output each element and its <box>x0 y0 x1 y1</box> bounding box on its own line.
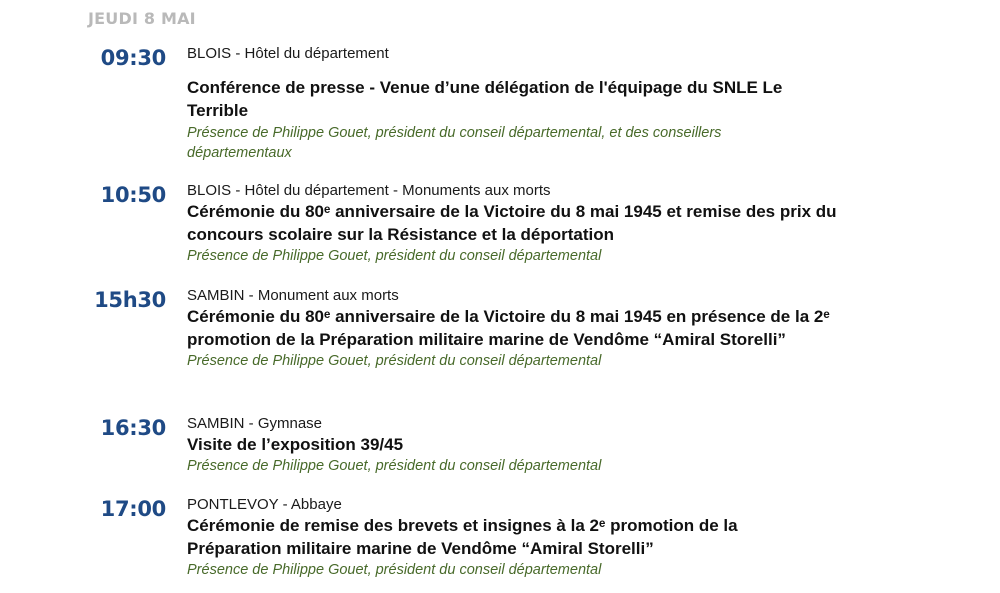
event-title: Cérémonie de remise des brevets et insignes à la 2ᵉ promotion de la Préparation militaire marine de Vendôme “Amiral Storelli” <box>187 516 738 558</box>
event-location: SAMBIN - Gymnase <box>187 415 323 432</box>
event-location: SAMBIN - Monument aux morts <box>187 287 399 304</box>
day-header: JEUDI 8 MAI <box>88 9 196 28</box>
event-title: Conférence de presse - Venue d’une délégation de l'équipage du SNLE Le Terrible <box>187 78 783 120</box>
event-title: Cérémonie du 80ᵉ anniversaire de la Victoire du 8 mai 1945 en présence de la 2ᵉ promotion de la Préparation militaire marine de Vendôme “Amiral Storelli” <box>187 307 830 349</box>
event-presence: Présence de Philippe Gouet, président du conseil départemental <box>187 353 602 369</box>
event-time: 09:30 <box>100 46 166 70</box>
event-body <box>187 181 857 266</box>
event-body <box>187 44 857 163</box>
event-location: PONTLEVOY - Abbaye <box>187 496 342 513</box>
event-time: 10:50 <box>100 183 166 207</box>
event-title: Cérémonie du 80ᵉ anniversaire de la Victoire du 8 mai 1945 et remise des prix du concours scolaire sur la Résistance et la déportation <box>187 202 837 244</box>
event-time: 17:00 <box>100 497 166 521</box>
event-body <box>187 286 857 371</box>
event-presence: Présence de Philippe Gouet, président du conseil départemental <box>187 248 602 264</box>
event-body <box>187 495 857 580</box>
event-location: BLOIS - Hôtel du département - Monuments aux morts <box>187 182 551 199</box>
event-time: 15h30 <box>94 288 166 312</box>
event-location: BLOIS - Hôtel du département <box>187 45 389 62</box>
event-presence: Présence de Philippe Gouet, président du conseil départemental, et des conseillers départementaux <box>187 125 722 161</box>
event-presence: Présence de Philippe Gouet, président du conseil départemental <box>187 562 602 578</box>
event-presence: Présence de Philippe Gouet, président du conseil départemental <box>187 458 602 474</box>
event-title: Visite de l’exposition 39/45 <box>187 435 404 454</box>
event-time: 16:30 <box>100 416 166 440</box>
event-body <box>187 414 857 476</box>
